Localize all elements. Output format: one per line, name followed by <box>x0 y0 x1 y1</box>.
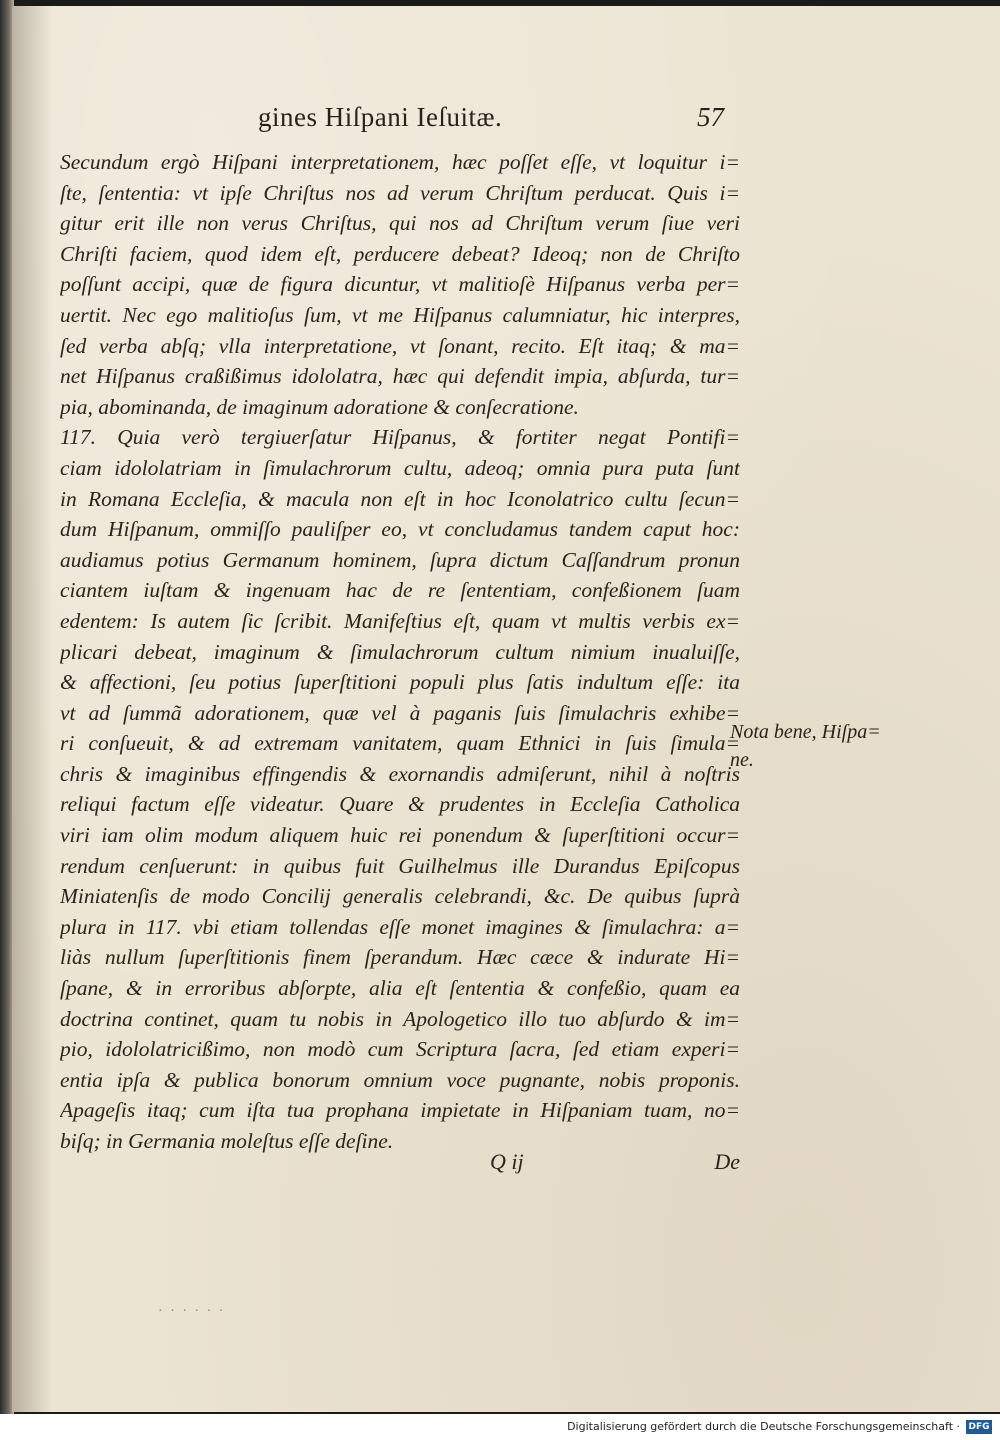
text-line: plicari debeat, imaginum & ſimulachrorum cultum nimium inualuiſſe, <box>60 639 740 664</box>
body-text <box>60 147 740 1157</box>
text-line: in Romana Eccleſia, & macula non eſt in hoc Iconolatrico cultu ſecun= <box>60 486 740 511</box>
page-number: 57 <box>697 102 724 132</box>
text-line: audiamus potius Germanum hominem, ſupra dictum Caſſandrum pronun <box>60 547 740 572</box>
catchword: De <box>714 1149 740 1174</box>
text-line: gitur erit ille non verus Chriſtus, qui nos ad Chriſtum verum ſiue veri <box>60 211 740 236</box>
text-line: Apageſis itaq; cum iſta tua prophana impietate in Hiſpaniam tuam, no= <box>60 1098 740 1123</box>
footer-bar <box>0 1414 1000 1440</box>
footer-credit: Digitalisierung gefördert durch die Deutsche Forschungsgemeinschaft · <box>567 1420 960 1433</box>
text-line: Chriſti faciem, quod idem eſt, perducere debeat? Ideoq; non de Chriſto <box>60 241 740 266</box>
text-line: doctrina continet, quam tu nobis in Apologetico illo tuo abſurdo & im= <box>60 1006 740 1031</box>
dfg-logo: DFG <box>966 1420 992 1434</box>
text-line: & affectioni, ſeu potius ſuperſtitioni populi plus ſatis indultum eſſe: ita <box>60 670 740 695</box>
text-line: Secundum ergò Hiſpani interpretationem, hæc poſſet eſſe, vt loquitur i= <box>60 150 740 174</box>
text-line: 117. Quia verò tergiuerſatur Hiſpanus, & fortiter negat Pontifi= <box>60 425 740 450</box>
text-line: uertit. Nec ego malitioſus ſum, vt me Hiſpanus calumniatur, hic interpres, <box>60 302 740 327</box>
text-line: liàs nullum ſuperſtitionis finem ſperandum. Hæc cæce & indurate Hi= <box>60 945 740 970</box>
running-head: gines Hiſpani Ieſuitæ. <box>258 102 503 132</box>
text-line: net Hiſpanus craßißimus idololatra, hæc qui defendit impia, abſurda, tur= <box>60 364 740 389</box>
text-line: chris & imaginibus effingendis & exornandis admiſerunt, nihil à noſtris <box>60 761 740 786</box>
text-line: ciantem iuſtam & ingenuam hac de re ſententiam, confeßionem ſuam <box>60 578 740 603</box>
text-line: dum Hiſpanum, ommiſſo pauliſper eo, vt concludamus tandem caput hoc: <box>60 517 740 542</box>
text-line: reliqui factum eſſe videatur. Quare & prudentes in Eccleſia Catholica <box>60 792 740 817</box>
text-line: ſed verba abſq; vlla interpretatione, vt ſonant, recito. Eſt itaq; & ma= <box>60 333 740 358</box>
marginal-note: Nota bene, Hiſpa= ne. <box>730 721 881 771</box>
text-line: edentem: Is autem ſic ſcribit. Manifeſtius eſt, quam vt multis verbis ex= <box>60 608 740 633</box>
book-page <box>12 6 1000 1412</box>
text-line: plura in 117. vbi etiam tollendas eſſe monet imagines & ſimulachra: a= <box>60 914 740 939</box>
signature-mark: Q ij <box>490 1149 524 1174</box>
text-line: viri iam olim modum aliquem huic rei ponendum & ſuperſtitioni occur= <box>60 823 740 848</box>
text-line: ciam idololatriam in ſimulachrorum cultu, adeoq; omnia pura puta ſunt <box>60 455 740 480</box>
text-line: vt ad ſummã adorationem, quæ vel à paganis ſuis ſimulachris exhibe= <box>60 700 740 725</box>
text-line: poſſunt accipi, quæ de figura dicuntur, vt malitioſè Hiſpanus verba per= <box>60 272 740 297</box>
text-line: biſq; in Germania moleſtus eſſe deſine. <box>60 1129 394 1153</box>
text-line: rendum cenſuerunt: in quibus fuit Guilhelmus ille Durandus Epiſcopus <box>60 853 740 878</box>
text-line: Miniatenſis de modo Concilij generalis celebrandi, &c. De quibus ſuprà <box>60 884 740 909</box>
text-line: pio, idololatricißimo, non modò cum Scriptura ſacra, ſed etiam experi= <box>60 1037 740 1062</box>
faint-ink-mark: · · · · · · <box>158 1304 226 1319</box>
catchline <box>490 1149 740 1175</box>
text-line: ri conſueuit, & ad extremam vanitatem, quam Ethnici in ſuis ſimula= <box>60 731 740 756</box>
text-line: entia ipſa & publica bonorum omnium voce pugnante, nobis proponis. <box>60 1067 740 1092</box>
text-line: ſte, ſententia: vt ipſe Chriſtus nos ad verum Chriſtum perducat. Quis i= <box>60 180 740 205</box>
text-line: pia, abominanda, de imaginum adoratione & conſecratione. <box>60 394 579 419</box>
text-line: ſpane, & in erroribus abſorpte, alia eſt ſententia & confeßio, quam ea <box>60 976 740 1001</box>
